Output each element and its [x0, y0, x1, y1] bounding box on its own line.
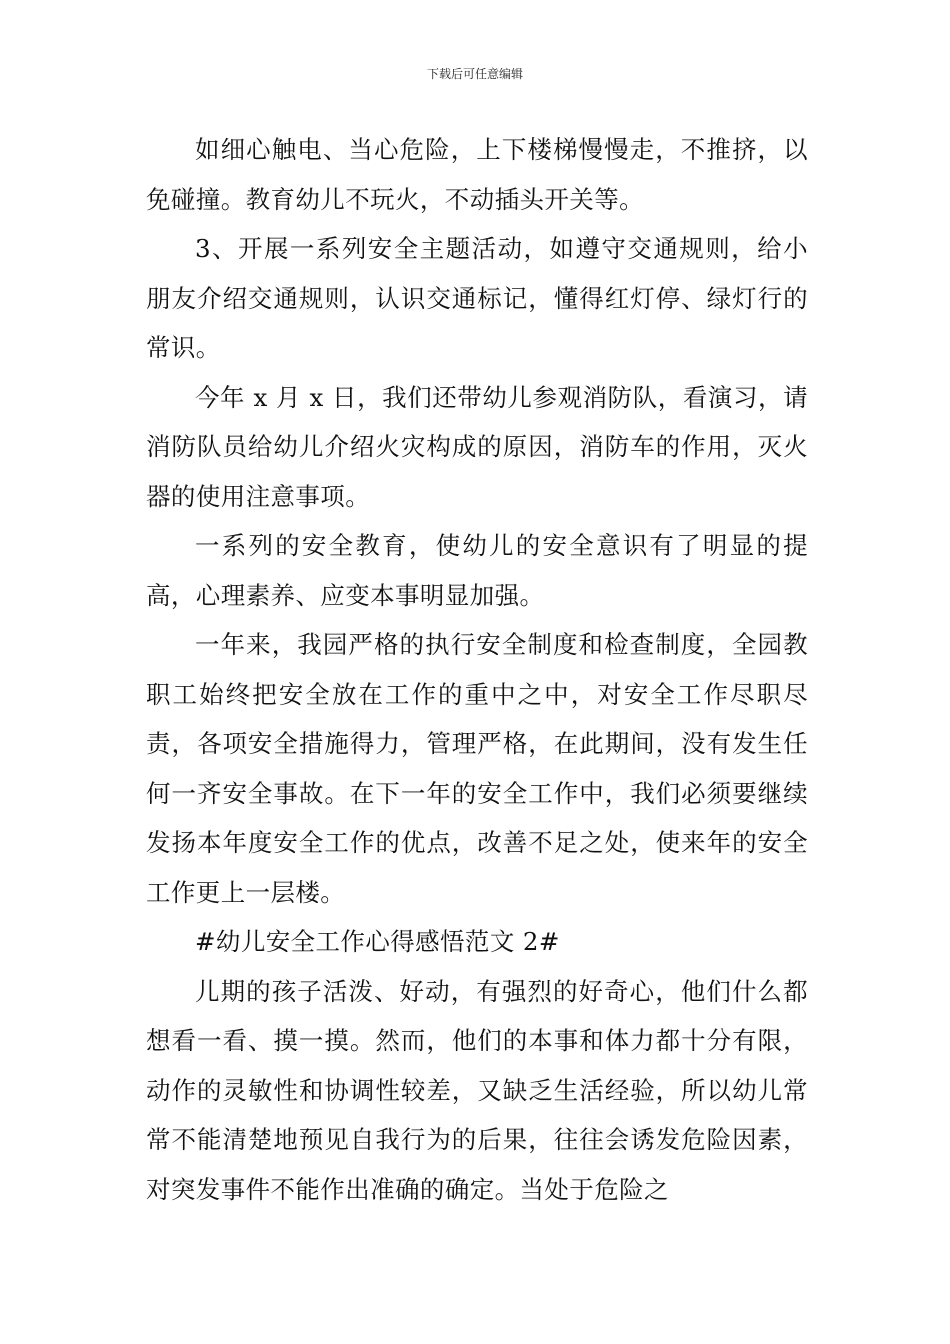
paragraph-children-characteristics: 儿期的孩子活泼、好动，有强烈的好奇心，他们什么都想看一看、摸一摸。然而，他们的本事和体力都十分有限，动作的灵敏性和协调性较差，又缺乏生活经验，所以幼儿常常不能清楚地预见自我行为的后果，往往会诱发危险因素，对突发事件不能作出准确的确定。当处于危险之: [146, 976, 808, 1204]
section-heading: #幼儿安全工作心得感悟范文 2#: [195, 927, 560, 956]
paragraph-year-summary: 一年来，我园严格的执行安全制度和检查制度，全园教职工始终把安全放在工作的重中之中，对安全工作尽职尽责，各项安全措施得力，管理严格，在此期间，没有发生任何一齐安全事故。在下一年的安全工作中，我们必须要继续发扬本年度安全工作的优点，改善不足之处，使来年的安全工作更上一层楼。: [146, 630, 808, 907]
paragraph-theme-activities: 3、开展一系列安全主题活动，如遵守交通规则，给小朋友介绍交通规则，认识交通标记，懂得红灯停、绿灯行的常识。: [146, 234, 808, 362]
paragraph-fire-station-visit: 今年 x 月 x 日，我们还带幼儿参观消防队，看演习，请消防队员给幼儿介绍火灾构成的原因，消防车的作用，灭火器的使用注意事项。: [146, 382, 808, 511]
document-body: [146, 125, 808, 1214]
page-header-note: 下载后可任意编辑: [426, 67, 523, 81]
paragraph-education-results: 一系列的安全教育，使幼儿的安全意识有了明显的提高，心理素养、应变本事明显加强。: [146, 531, 808, 610]
paragraph-safety-reminders: 如细心触电、当心危险，上下楼梯慢慢走，不推挤，以免碰撞。教育幼儿不玩火，不动插头开关等。: [146, 135, 808, 214]
